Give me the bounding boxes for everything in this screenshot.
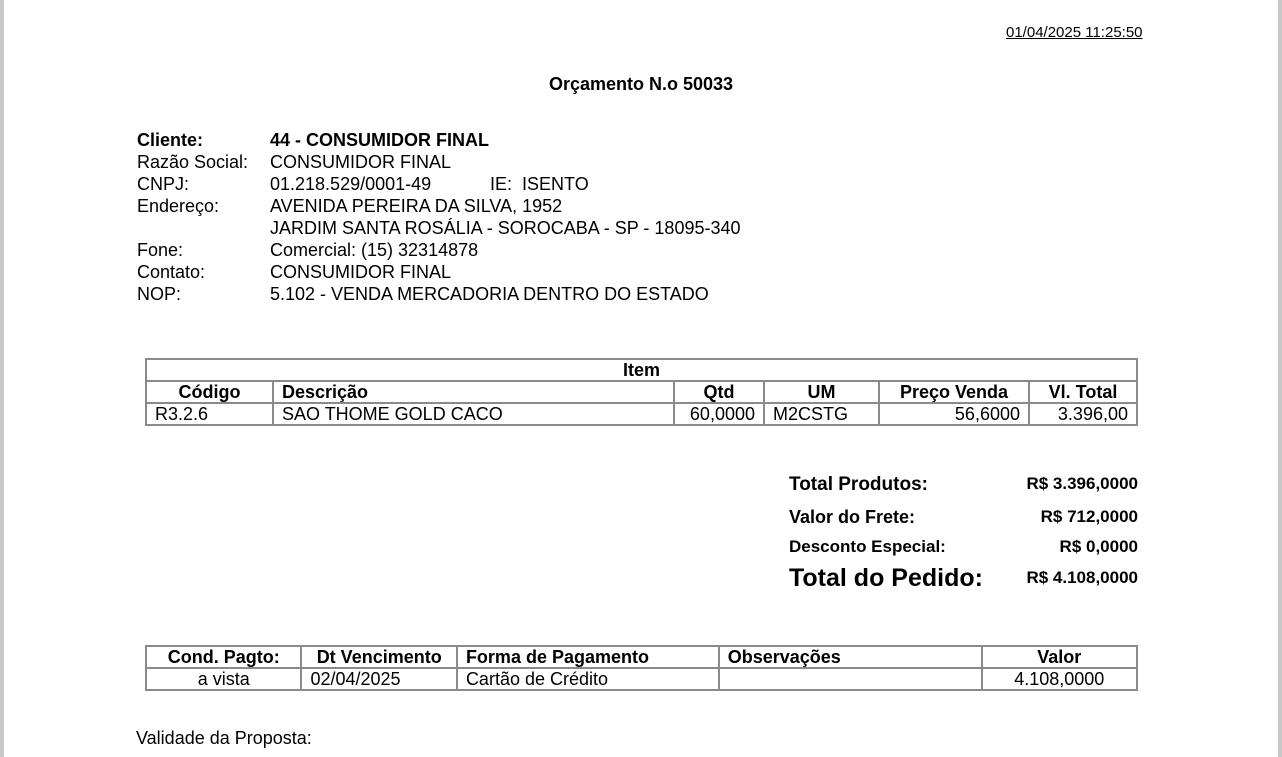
pay-cond-pagto: a vista [146,668,301,690]
item-qtd: 60,0000 [674,403,764,425]
items-columns-row [146,381,1137,403]
col-descricao: Descrição [273,381,674,403]
cliente-label: Cliente: [137,130,204,150]
ie-value: IE: ISENTO [490,174,589,194]
total-produtos-value: R$ 3.396,0000 [1026,474,1138,493]
endereco-line2: JARDIM SANTA ROSÁLIA - SOROCABA - SP - 18095-340 [270,218,741,238]
print-timestamp: 01/04/2025 11:25:50 [1006,24,1143,41]
col-qtd: Qtd [674,381,764,403]
page-left-edge [0,0,4,757]
cnpj-value: 01.218.529/0001-49 [270,174,432,194]
col-vl-total: Vl. Total [1029,381,1137,403]
items-section-header: Item [146,359,1137,381]
cnpj-label: CNPJ: [137,174,190,194]
pay-forma-pagamento: Cartão de Crédito [457,668,719,690]
valor-frete-value: R$ 712,0000 [1040,507,1138,526]
pay-valor: 4.108,0000 [982,668,1138,690]
pay-dt-vencimento: 02/04/2025 [301,668,456,690]
col-valor: Valor [982,646,1138,668]
totals-block [789,474,1138,598]
contato-value: CONSUMIDOR FINAL [270,262,452,282]
endereco-line1: AVENIDA PEREIRA DA SILVA, 1952 [270,196,563,216]
items-table [145,358,1138,426]
valor-frete-label: Valor do Frete: [789,507,916,527]
document-title: Orçamento N.o 50033 [548,74,734,94]
razao-label: Razão Social: [137,152,249,172]
total-produtos-label: Total Produtos: [789,474,928,495]
fone-value: Comercial: (15) 32314878 [270,240,479,260]
total-pedido-value: R$ 4.108,0000 [1026,568,1138,587]
item-um: M2CSTG [764,403,879,425]
razao-value: CONSUMIDOR FINAL [270,152,452,172]
table-row [146,403,1137,425]
fone-label: Fone: [137,240,184,260]
nop-value: 5.102 - VENDA MERCADORIA DENTRO DO ESTADO [270,284,709,304]
col-cond-pagto: Cond. Pagto: [146,646,301,668]
desconto-row [789,537,1138,564]
col-observacoes: Observações [719,646,982,668]
item-codigo: R3.2.6 [146,403,273,425]
nop-label: NOP: [137,284,182,304]
contato-label: Contato: [137,262,206,282]
page-right-edge [1278,0,1282,757]
col-codigo: Código [146,381,273,403]
col-um: UM [764,381,879,403]
item-descricao: SAO THOME GOLD CACO [273,403,674,425]
cliente-value: 44 - CONSUMIDOR FINAL [270,130,490,150]
col-forma-pagamento: Forma de Pagamento [457,646,719,668]
valor-frete-row [789,507,1138,537]
desconto-label: Desconto Especial: [789,537,946,556]
desconto-value: R$ 0,0000 [1059,537,1138,556]
payment-header-row [146,646,1137,668]
col-preco-venda: Preço Venda [879,381,1029,403]
validity-label: Validade da Proposta: [136,728,312,748]
item-vl-total: 3.396,00 [1029,403,1137,425]
endereco-label: Endereço: [137,196,220,216]
pay-observacoes [719,668,982,690]
items-header-row [146,359,1137,381]
total-pedido-label: Total do Pedido: [789,564,983,592]
item-preco-venda: 56,6000 [879,403,1029,425]
table-row [146,668,1137,690]
total-produtos-row [789,474,1138,507]
payment-table [145,645,1138,691]
total-pedido-row [789,564,1138,598]
col-dt-vencimento: Dt Vencimento [301,646,456,668]
